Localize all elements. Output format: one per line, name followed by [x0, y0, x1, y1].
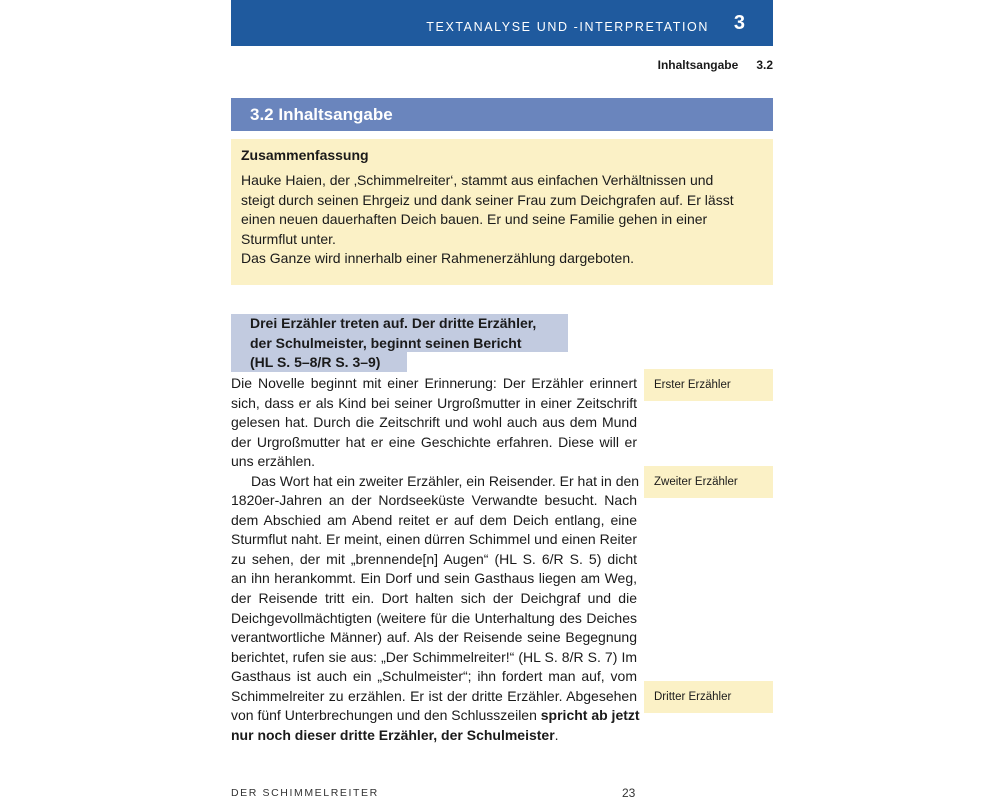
summary-line: Hauke Haien, der ‚Schimmelreiter‘, stammt aus einfachen Verhältnissen und: [241, 172, 714, 188]
body-line: Deichgevollmächtigten (weitere für die Unterhaltung des Deiches: [231, 609, 637, 626]
subsection-heading-line: der Schulmeister, beginnt seinen Bericht: [250, 334, 522, 351]
chapter-number: 3: [733, 12, 745, 34]
chapter-title: TEXTANALYSE UND -INTERPRETATION: [426, 20, 709, 34]
body-line: gelesen hat. Durch die Zeitschrift und wohl auch aus dem Mund: [231, 414, 637, 431]
body-line: uns erzählen.: [231, 453, 316, 470]
body-line-with-emphasis: [231, 706, 640, 726]
emphasis-text: nur noch dieser dritte Erzähler, der Schulmeister: [231, 726, 555, 743]
summary-line: Das Ganze wird innerhalb einer Rahmenerzählung dargeboten.: [241, 250, 635, 267]
body-line: der Urgroßmutter hat er eine Geschichte erfahren. Diese will er: [231, 433, 637, 450]
footer-book-title: DER SCHIMMELREITER: [231, 787, 379, 799]
running-head-title: Inhaltsangabe: [657, 58, 739, 72]
body-line: Schimmelreiter zu erzählen. Er ist der dritte Erzähler. Abgesehen: [231, 687, 637, 704]
body-line: Die Novelle beginnt mit einer Erinnerung: Der Erzähler erinnert: [231, 375, 637, 391]
summary-box: [231, 139, 773, 285]
subsection-heading-line: (HL S. 5–8/R S. 3–9): [250, 354, 381, 370]
subsection-heading: [250, 314, 536, 373]
running-head: [658, 58, 773, 72]
body-line: verantwortliche Männer) auf. Als der Reisende seine Begegnung: [231, 629, 637, 646]
summary-line: steigt durch seinen Ehrgeiz und dank seiner Frau zum Deichgrafen auf. Er lässt: [241, 191, 734, 208]
body-line-text: von fünf Unterbrechungen und den Schlusszeilen: [231, 707, 537, 724]
body-line: an ihn herankommt. Ein Dorf und sein Gasthaus liegen am Weg,: [231, 570, 637, 587]
subsection-heading-line: Drei Erzähler treten auf. Der dritte Erzähler,: [250, 315, 537, 331]
body-line-emphasis-end: [231, 726, 637, 746]
chapter-banner: [231, 0, 773, 46]
section-title: 3.2 Inhaltsangabe: [250, 105, 393, 124]
body-line: sich, dass er als Kind bei seiner Urgroßmutter in einer Zeitschrift: [231, 394, 637, 411]
emphasis-text: spricht ab jetzt: [540, 707, 640, 724]
section-heading-bar: [231, 98, 773, 131]
margin-note-first-narrator: Erster Erzähler: [644, 369, 773, 401]
margin-note-third-narrator: Dritter Erzähler: [644, 681, 773, 713]
summary-line: Sturmflut unter.: [241, 230, 336, 247]
body-line: berichtet, rufen sie aus: „Der Schimmelreiter!“ (HL S. 8/R S. 7) Im: [231, 648, 637, 665]
body-line: Das Wort hat ein zweiter Erzähler, ein Reisender. Er hat in den: [251, 472, 640, 489]
footer-page-number: 23: [622, 786, 636, 800]
body-line: 1820er-Jahren an der Nordseeküste Verwandte besucht. Nach: [231, 492, 637, 509]
summary-heading: Zusammenfassung: [241, 147, 369, 163]
running-head-number: 3.2: [756, 58, 773, 72]
body-line: Sturmflut naht. Er meint, einen dürren Schimmel und einen Reiter: [231, 531, 637, 548]
body-text: [231, 374, 640, 745]
margin-note-second-narrator: Zweiter Erzähler: [644, 466, 773, 498]
body-line: der Reisende tritt ein. Dort halten sich der Deichgraf und die: [231, 590, 637, 607]
sentence-period: .: [554, 726, 559, 743]
summary-line: einen neuen dauerhaften Deich bauen. Er und seine Familie gehen in einer: [241, 211, 708, 228]
body-line: zu sehen, der mit „brennende[n] Augen“ (HL S. 6/R S. 5) dicht: [231, 550, 637, 567]
body-line: dem Abschied am Abend reitet er auf dem Deich entlang, eine: [231, 511, 637, 528]
body-line: Gasthaus ist auch ein „Schulmeister“; ihn fordert man auf, vom: [231, 668, 637, 685]
